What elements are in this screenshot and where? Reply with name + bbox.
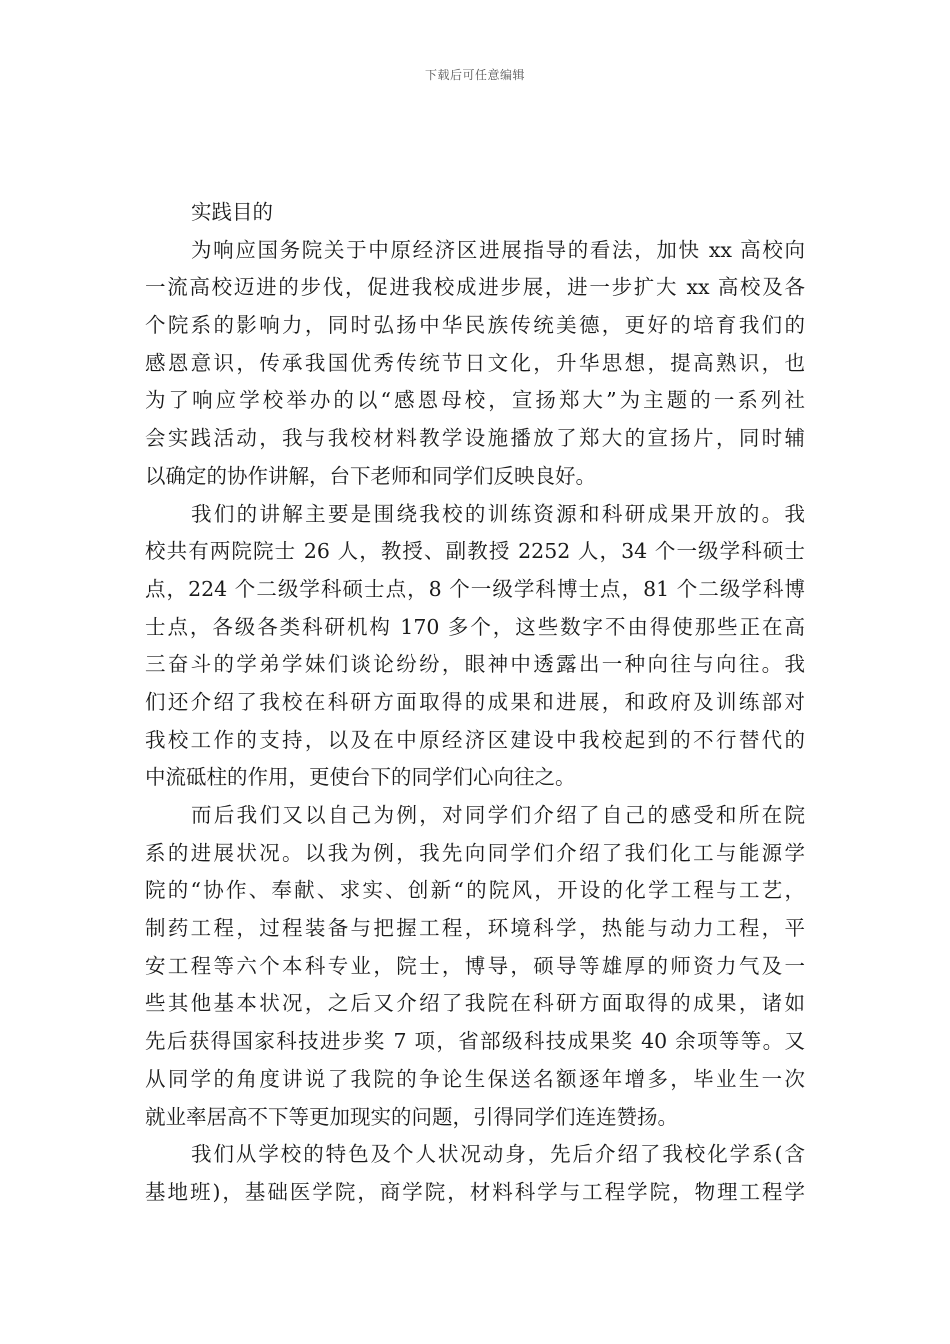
text-line: 中流砥柱的作用，更使台下的同学们心向往之。 xyxy=(145,765,576,790)
text-line: 基地班)，基础医学院，商学院，材料科学与工程学院，物理工程学 xyxy=(145,1179,805,1204)
text-line: 一流高校迈进的步伐，促进我校成进步展，进一步扩大 xx 高校及各 xyxy=(145,275,805,300)
text-line: 三奋斗的学弟学妹们谈论纷纷，眼神中透露出一种向往与向往。我 xyxy=(145,652,805,677)
text-line: 感恩意识，传承我国优秀传统节日文化，升华思想，提高熟识，也 xyxy=(145,350,805,375)
text-line: 院的“协作、奉献、求实、创新“的院风，开设的化学工程与工艺， xyxy=(145,878,805,903)
text-line: 我们的讲解主要是围绕我校的训练资源和科研成果开放的。我 xyxy=(191,501,805,526)
text-line: 我校工作的支持，以及在中原经济区建设中我校起到的不行替代的 xyxy=(145,727,805,752)
text-line: 为响应国务院关于中原经济区进展指导的看法，加快 xx 高校向 xyxy=(191,237,805,262)
page-header: 下载后可任意编辑 xyxy=(424,68,525,82)
text-line: 就业率居高不下等更加现实的问题，引得同学们连连赞扬。 xyxy=(145,1104,678,1129)
text-line: 安工程等六个本科专业，院士，博导，硕导等雄厚的师资力气及一 xyxy=(145,953,805,978)
text-line: 而后我们又以自己为例，对同学们介绍了自己的感受和所在院 xyxy=(191,803,805,827)
text-line: 先后获得国家科技进步奖 7 项，省部级科技成果奖 40 余项等等。又 xyxy=(145,1029,805,1054)
text-line: 点，224 个二级学科硕士点，8 个一级学科博士点，81 个二级学科博 xyxy=(145,576,805,601)
text-line: 士点，各级各类科研机构 170 多个，这些数字不由得使那些正在高 xyxy=(145,614,805,639)
text-line: 从同学的角度讲说了我院的争论生保送名额逐年增多，毕业生一次 xyxy=(145,1066,805,1091)
text-line: 会实践活动，我与我校材料教学设施播放了郑大的宣扬片，同时辅 xyxy=(145,426,805,451)
text-line: 我们从学校的特色及个人状况动身，先后介绍了我校化学系(含 xyxy=(191,1142,805,1167)
text-line: 校共有两院院士 26 人，教授、副教授 2252 人，34 个一级学科硕士 xyxy=(145,539,805,564)
text-line: 些其他基本状况，之后又介绍了我院在科研方面取得的成果，诸如 xyxy=(145,991,805,1016)
document-body xyxy=(145,194,805,1212)
text-line: 们还介绍了我校在科研方面取得的成果和进展，和政府及训练部对 xyxy=(145,689,805,714)
text-line: 制药工程，过程装备与把握工程，环境科学，热能与动力工程，平 xyxy=(145,916,805,941)
text-line: 以确定的协作讲解，台下老师和同学们反映良好。 xyxy=(145,463,596,488)
text-line: 为了响应学校举办的以“感恩母校，宣扬郑大”为主题的一系列社 xyxy=(145,388,805,413)
section-heading: 实践目的 xyxy=(191,200,273,224)
text-line: 个院系的影响力，同时弘扬中华民族传统美德，更好的培育我们的 xyxy=(145,313,805,338)
text-line: 系的进展状况。以我为例，我先向同学们介绍了我们化工与能源学 xyxy=(145,840,805,865)
